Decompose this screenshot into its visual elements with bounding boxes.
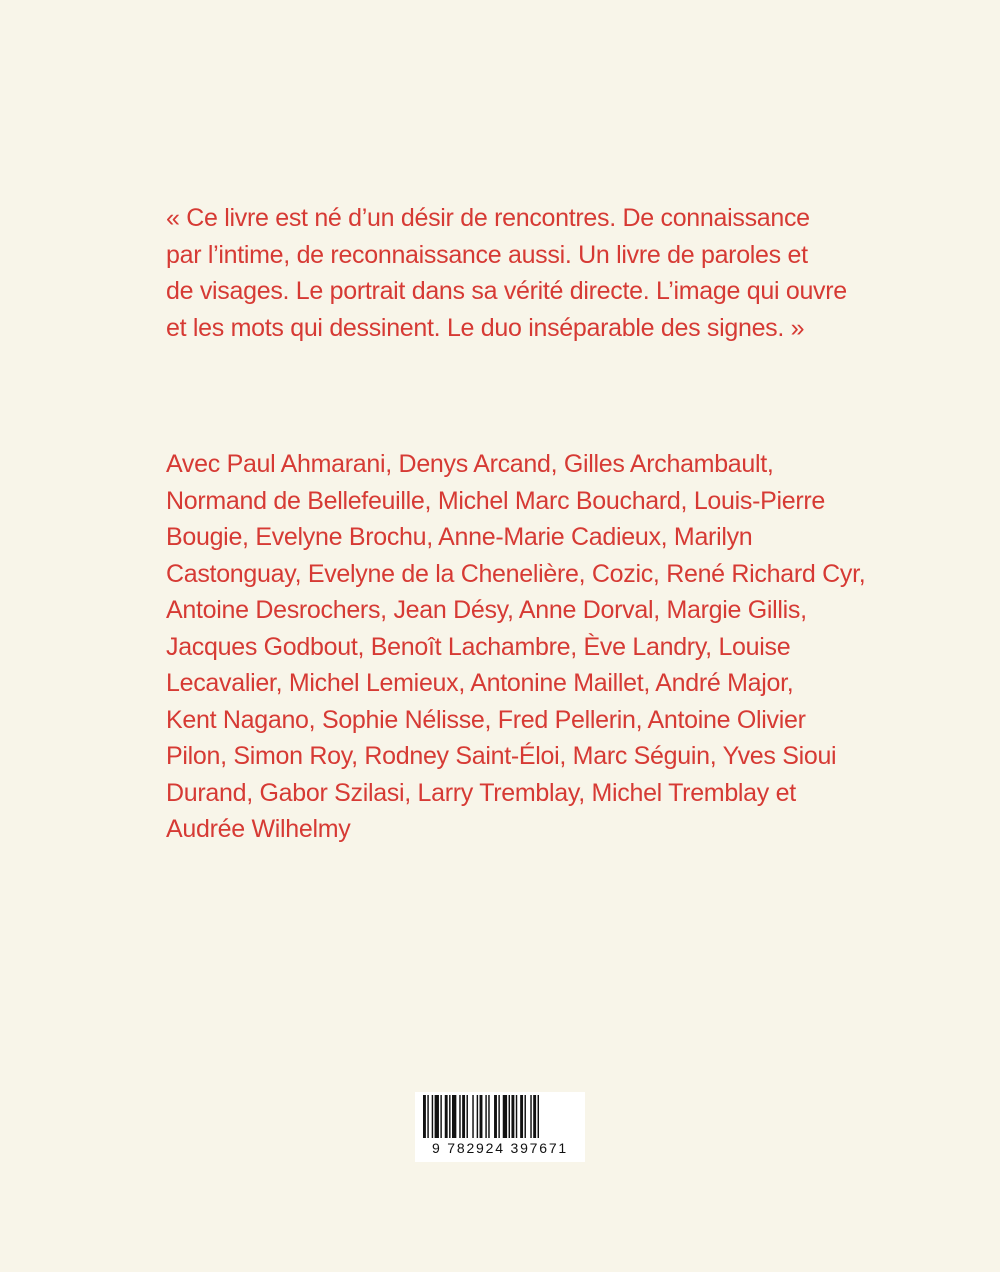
contributors-line: Pilon, Simon Roy, Rodney Saint-Éloi, Marc Séguin, Yves Sioui <box>166 742 837 770</box>
contributors-line: Avec Paul Ahmarani, Denys Arcand, Gilles Archambault, <box>166 450 774 478</box>
barcode-bar <box>432 1095 433 1138</box>
contributors-line: Kent Nagano, Sophie Nélisse, Fred Pellerin, Antoine Olivier <box>166 705 806 734</box>
barcode-bar <box>477 1095 478 1138</box>
back-cover-quote <box>166 200 866 346</box>
barcode-bar <box>462 1095 465 1138</box>
barcode-bar <box>467 1095 468 1138</box>
quote-line: et les mots qui dessinent. Le duo inséparable des signes. » <box>166 313 805 342</box>
barcode-bar <box>452 1095 456 1138</box>
barcode-bar <box>516 1095 517 1138</box>
barcode-bar <box>488 1095 489 1138</box>
contributors-line: Bougie, Evelyne Brochu, Anne-Marie Cadieux, Marilyn <box>166 523 753 551</box>
barcode-bar <box>485 1095 486 1138</box>
quote-line: par l’intime, de reconnaissance aussi. Un livre de paroles et <box>166 240 808 269</box>
contributors-line: Jacques Godbout, Benoît Lachambre, Ève Landry, Louise <box>166 632 791 661</box>
barcode-bar <box>520 1095 523 1138</box>
isbn-barcode <box>415 1092 585 1162</box>
barcode-bar <box>480 1095 483 1138</box>
barcode-bar <box>435 1095 439 1138</box>
quote-line: de visages. Le portrait dans sa vérité directe. L’image qui ouvre <box>166 277 847 305</box>
isbn-number: 9 782924 397671 <box>432 1140 568 1156</box>
barcode-bar <box>440 1095 441 1138</box>
barcode-bar <box>509 1095 510 1138</box>
contributors-line: Castonguay, Evelyne de la Chenelière, Cozic, René Richard Cyr, <box>166 559 866 588</box>
contributors-line: Normand de Bellefeuille, Michel Marc Bouchard, Louis-Pierre <box>166 486 825 515</box>
barcode-bar <box>427 1095 428 1138</box>
barcode-bar <box>530 1095 531 1138</box>
barcode-bar <box>503 1095 507 1138</box>
barcode-bar <box>445 1095 448 1138</box>
barcode-bar <box>538 1095 539 1138</box>
contributors-list <box>166 446 866 848</box>
contributors-line: Durand, Gabor Szilasi, Larry Tremblay, Michel Tremblay et <box>166 778 796 807</box>
contributors-line: Audrée Wilhelmy <box>166 815 351 843</box>
barcode-bar <box>459 1095 460 1138</box>
barcode-bar <box>472 1095 473 1138</box>
barcode-bar <box>449 1095 450 1138</box>
quote-line: « Ce livre est né d’un désir de rencontres. De connaissance <box>166 204 810 232</box>
barcode-bar <box>525 1095 526 1138</box>
barcode-bar <box>533 1095 536 1138</box>
contributors-line: Antoine Desrochers, Jean Désy, Anne Dorval, Margie Gillis, <box>166 596 807 624</box>
barcode-bar <box>423 1095 426 1138</box>
barcode-bar <box>498 1095 499 1138</box>
barcode-bars <box>415 1092 585 1140</box>
barcode-bar <box>511 1095 514 1138</box>
contributors-line: Lecavalier, Michel Lemieux, Antonine Maillet, André Major, <box>166 669 794 697</box>
barcode-bar <box>494 1095 497 1138</box>
